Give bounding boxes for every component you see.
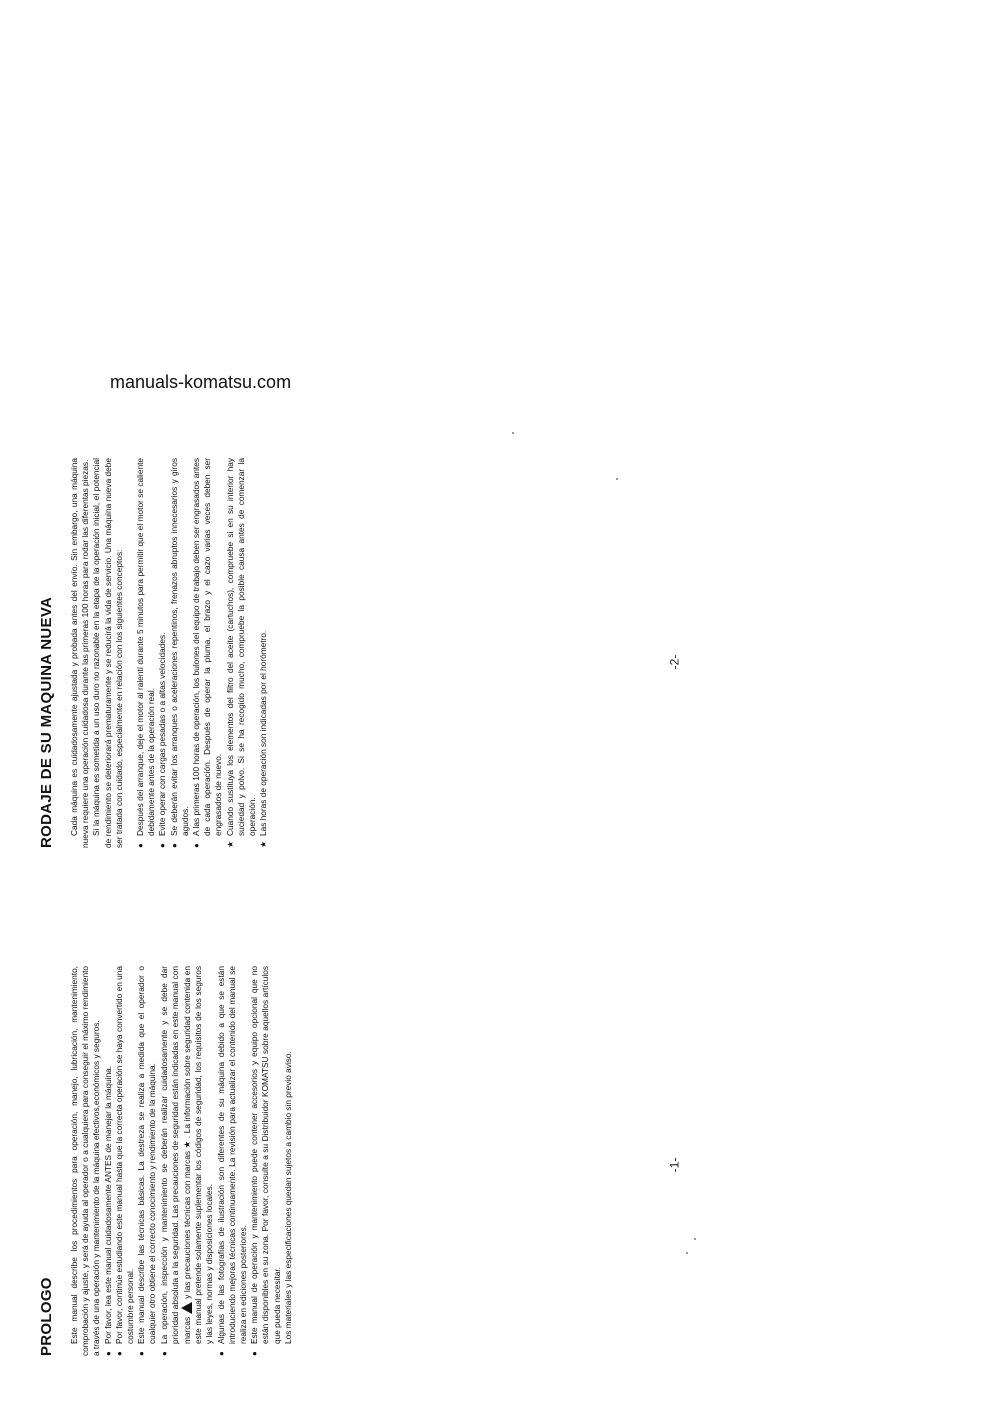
- bullet-icon: ●: [158, 843, 168, 848]
- watermark-text: manuals-komatsu.com: [110, 372, 292, 392]
- prologo-item-text: [159, 966, 216, 1344]
- page-number-left: -1-: [667, 1157, 682, 1173]
- star-icon: ★: [259, 840, 269, 848]
- bullet-icon: ●: [114, 1351, 124, 1356]
- bullet-icon: ●: [136, 843, 146, 848]
- prologo-item: [249, 966, 283, 1356]
- rodaje-paragraph: Cada máquina es cuidadosamente ajustada y probada antes del envío. Sin embargo, una máquina nueva requiere una operación cuidadosa durante las primeras 100 horas para rodar las diferentas piezas.: [69, 458, 91, 848]
- page-number-right: -2-: [667, 654, 682, 670]
- bullet-icon: ●: [192, 843, 202, 848]
- scan-speck: [512, 432, 514, 434]
- prologo-section: [38, 966, 398, 1356]
- prologo-intro: Este manual describe los procedimientos para operación, manejo, lubricación, mantenimiento, comprobación y ajuste, y será de ayuda al operador o a cualquiera para conseguir el máximo rendimiento a través de una operación y mantenimiento de la máquina efectivos,económicos y seguros.: [69, 966, 102, 1356]
- rodaje-title: RODAJE DE SU MAQUINA NUEVA: [38, 596, 55, 848]
- scan-speck: [616, 478, 618, 480]
- rodaje-item: [191, 458, 225, 848]
- scan-speck: [694, 1238, 696, 1240]
- prologo-item-text: Este manual describe las técnicas básicas. La destreza se realiza a medida que el operador o cualquier otro obtiene el correcto conocimiento y rendimiento de la máquina.: [136, 966, 158, 1344]
- star-icon: ★: [225, 840, 235, 848]
- bullet-icon: ●: [137, 1351, 147, 1356]
- rodaje-item-text: Evite operar con cargas pesadas o a altas velocidades.: [157, 632, 168, 836]
- prologo-item-text: Algunas de las fotografías de ilustración son diferentes de su máquina debido a que se están introduciendo mejoras técnicas continuamente. La revisión para actualizar el contenido del manual se realiza en ediciones posteriores.: [215, 966, 249, 1344]
- rodaje-item: [169, 458, 191, 848]
- bullet-icon: ●: [169, 843, 179, 848]
- rodaje-item-text: Las horas de operación son indicadas por el horómetro.: [258, 630, 269, 836]
- prologo-item: [114, 966, 136, 1356]
- rodaje-section: [38, 458, 398, 848]
- safety-text-part-a: La operación, inspección y mantenimiento se deberán realizar cuidadosamente y se debe dar prioridad absoluta a la seguridad. Las precauciones de seguridad están indicadas en este manual con marcas: [158, 966, 193, 1344]
- rodaje-item-text: Se deberán evitar los arranques o aceleraciones repentinos, frenazos abruptos innecesarios y giros agudos.: [168, 458, 190, 836]
- bullet-icon: ●: [216, 1351, 226, 1356]
- prologo-item-text: Por favor, continúe estudiando este manual hasta que la correcta operación se haya convertido en una costumbre personal.: [113, 966, 136, 1344]
- bullet-icon: ●: [250, 1351, 260, 1356]
- prologo-title: PROLOGO: [38, 1277, 55, 1356]
- scan-speck: [686, 1252, 688, 1254]
- prologo-item-text: Los materiales y las especificaciones quedan sujetos a cambio sin previo aviso.: [282, 1051, 293, 1344]
- safety-text-part-b: y las precauciones técnicas con marcas ★ . La información sobre seguridad contenida en este manual pretende solamente suplementar los códigos de seguridad, los requisitos de los seguros y las leyes, normas y disposiciones locales.: [182, 966, 215, 1344]
- rodaje-paragraph: Si la máquina es sometida a un uso duro no razonable en la etapa de la operación inicial, el potencial de rendimiento se deteriorará prematuramente y se reducirá la vida de servicio. Una máquina nueva debe ser tratada con cuidado, especialmente en relación con los siguientes conceptos:: [91, 458, 124, 848]
- prologo-item: [216, 966, 250, 1356]
- warning-triangle-icon: [181, 1302, 192, 1314]
- bullet-icon: [283, 1344, 294, 1356]
- prologo-item-text: Por favor, lea este manual cuidadosamente ANTES de manejar la máquina.: [102, 1065, 113, 1344]
- bullet-icon: ●: [159, 1351, 169, 1356]
- rodaje-item: [135, 458, 157, 848]
- rodaje-item-text: Después del arranque, deje el motor al ralentí durante 5 minutos para permitir que el motor se caliente debidamente antes de la operación real.: [135, 458, 157, 836]
- prologo-item: [136, 966, 158, 1356]
- prologo-item-text: Este manual de operación y mantenimiento puede contener accesorios y equipo opcional que no están disponibles en su zona. Por favor, consulte a su Distribuidor KOMATSU sobre aquellos artículos que pueda necesitar.: [249, 966, 282, 1344]
- rodaje-item-text: A las primeras 100 horas de operación, los bulones del equipo de trabajo deben ser engrasados antes de cada operación. Después de operar la pluma, el brazo y el cazo varias veces deben ser engrasados de nuevo.: [191, 458, 224, 836]
- rodaje-item: [258, 458, 269, 848]
- rodaje-item: [157, 458, 168, 848]
- rodaje-item-text: Cuando sustituya los elementos del filtro del aceite (cartuchos), compruebe si en su interior hay suciedad y polvo. Si se ha recogido mucho, compruebe la posible causa antes de comenzar la operación.: [224, 458, 258, 836]
- prologo-item: [283, 966, 294, 1356]
- rodaje-item: [225, 458, 259, 848]
- prologo-item: [159, 966, 216, 1356]
- prologo-item: [103, 966, 114, 1356]
- bullet-icon: ●: [103, 1351, 113, 1356]
